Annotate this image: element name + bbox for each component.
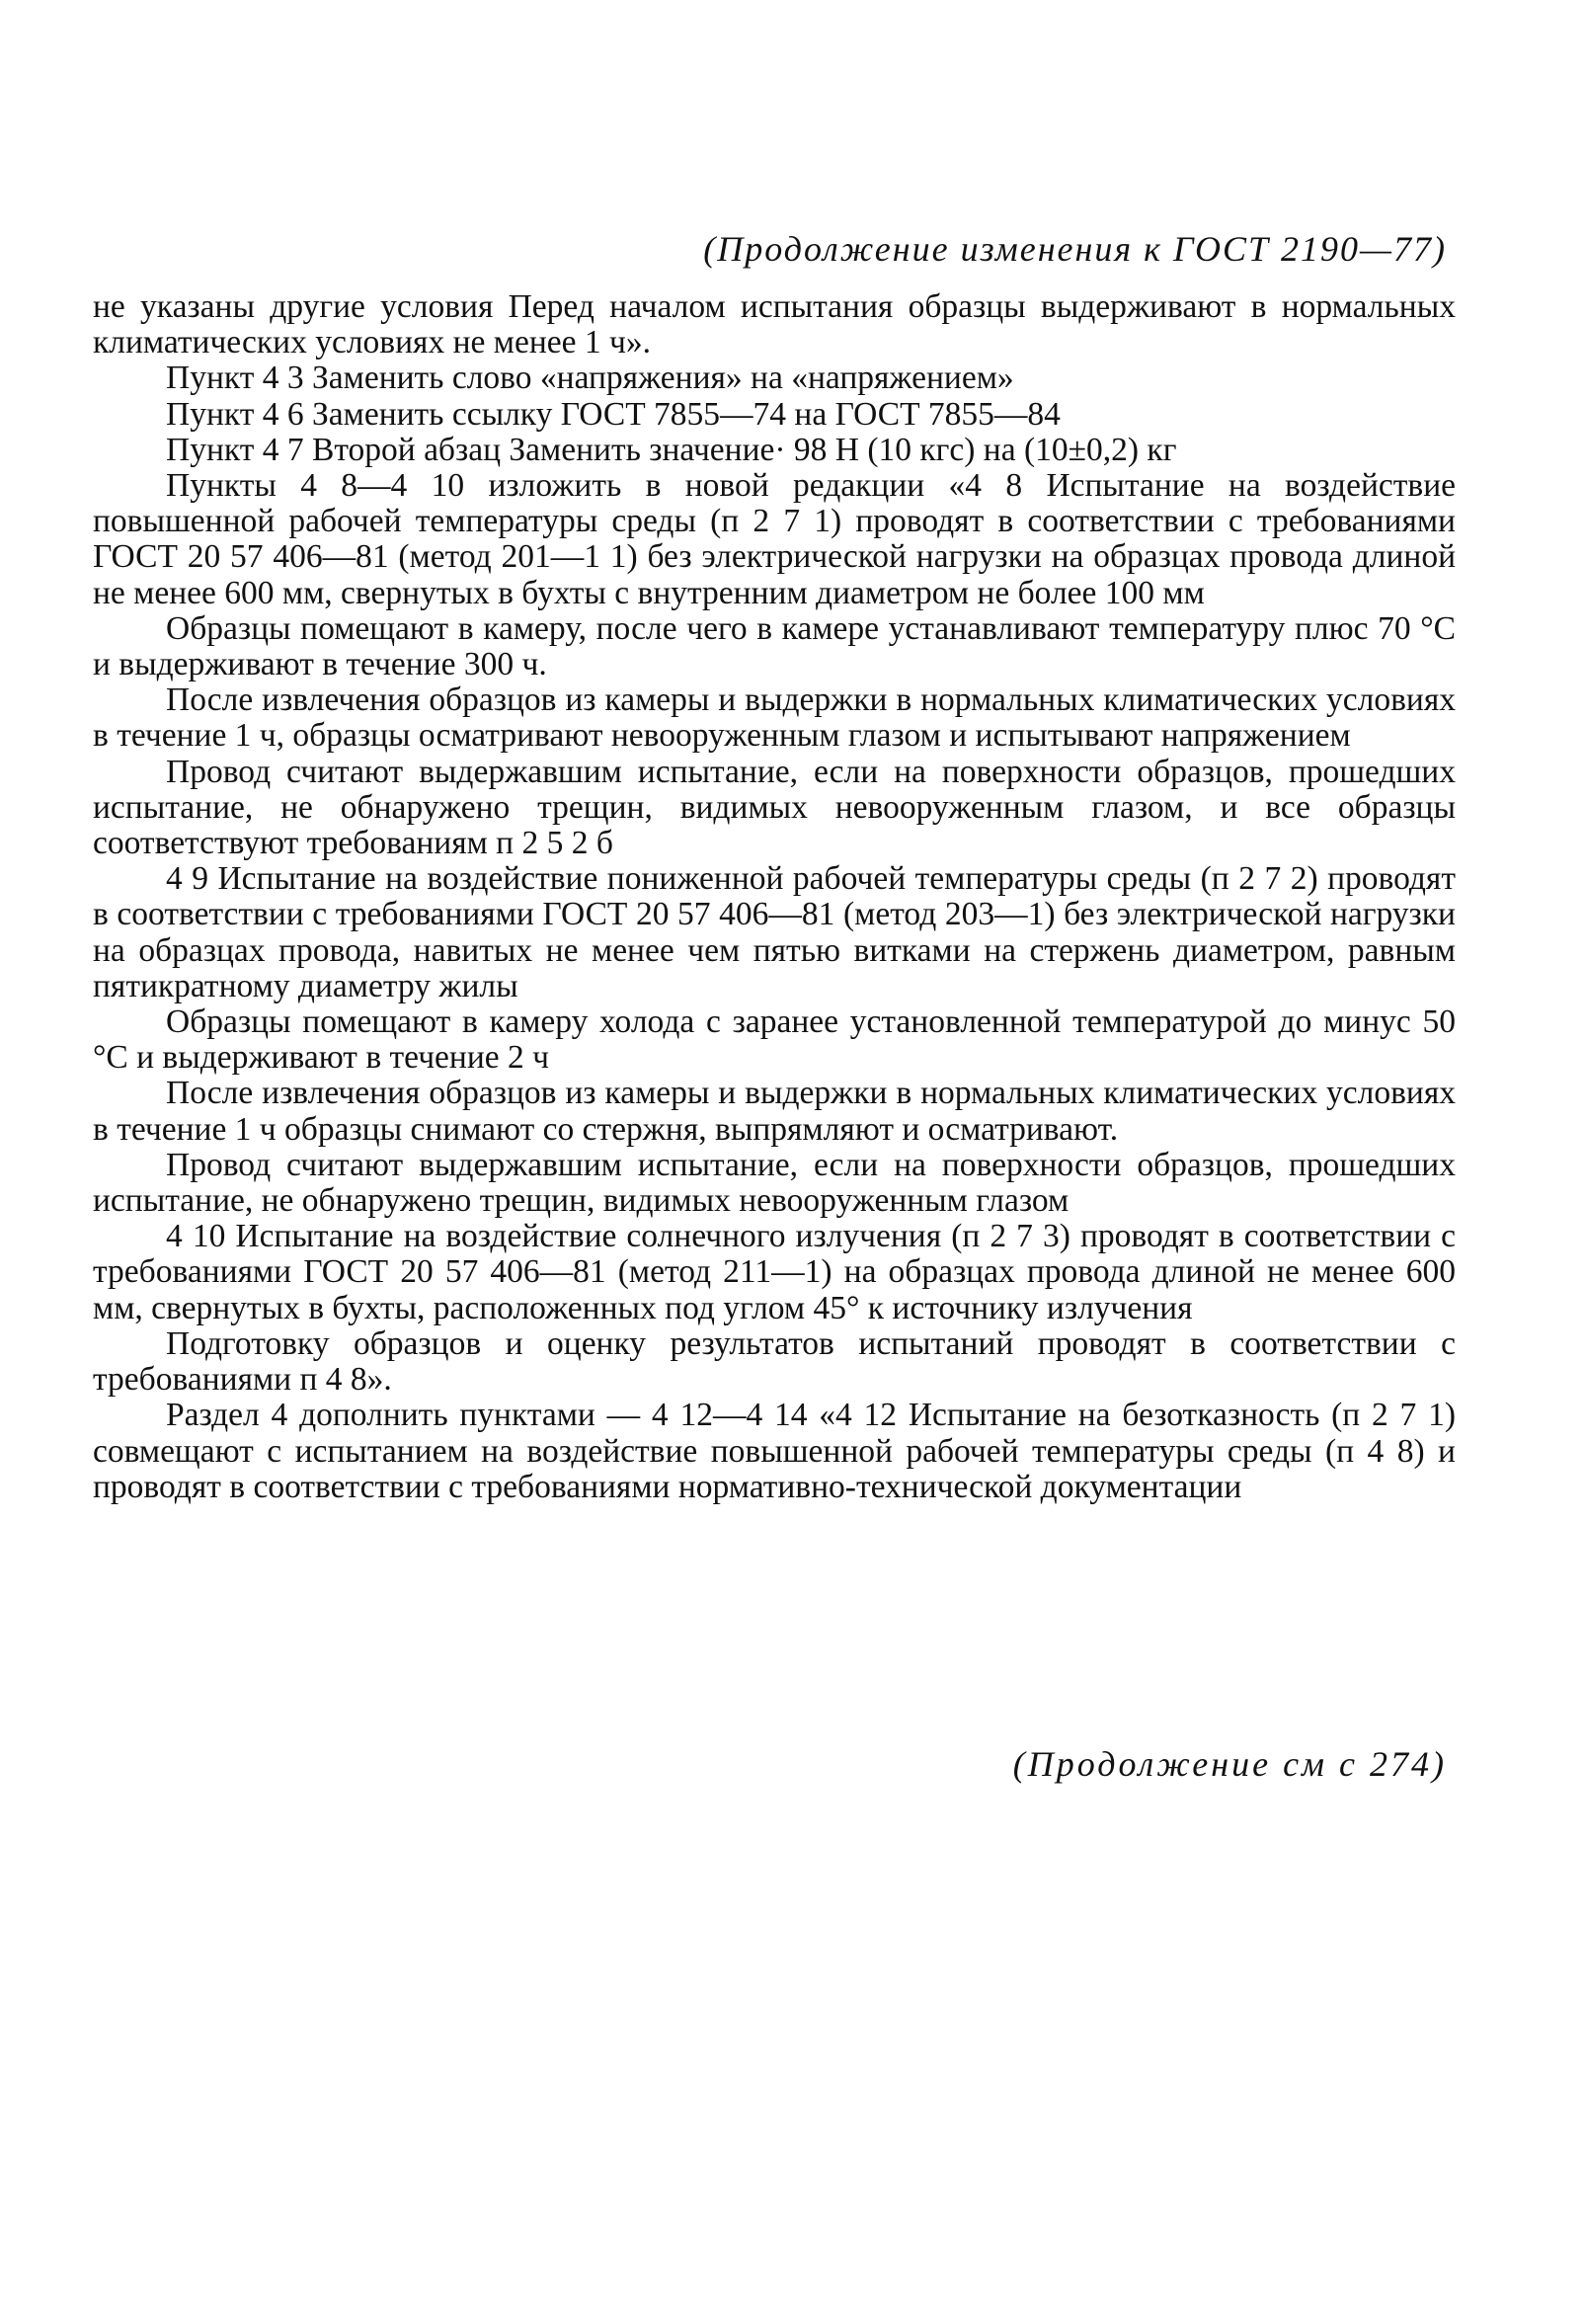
paragraph-after-extraction-cold: После извлечения образцов из камеры и выдержки в нормальных климатических условиях в течение 1 ч образцы снимают со стержня, выпрямляют и осматривают. bbox=[93, 1075, 1456, 1148]
paragraph-item-4-9: 4 9 Испытание на воздействие пониженной рабочей температуры среды (п 2 7 2) проводят в соответствии с требованиями ГОСТ 20 57 406—81 (метод 203—1) без электрической нагрузки на образцах провода, навитых не менее чем пятью витками на стержень диаметром, равным пятикратному диаметру жилы bbox=[93, 860, 1456, 1004]
paragraph-passed-heat: Провод считают выдержавшим испытание, если на поверхности образцов, прошедших испытание, не обнаружено трещин, видимых невооруженным глазом, и все образцы соответствуют требованиям п 2 5 2 б bbox=[93, 753, 1456, 862]
page-header: (Продолжение изменения к ГОСТ 2190—77) bbox=[703, 229, 1447, 269]
paragraph-item-4-6: Пункт 4 6 Заменить ссылку ГОСТ 7855—74 на ГОСТ 7855—84 bbox=[166, 395, 1061, 433]
paragraph-section-4-addition: Раздел 4 дополнить пунктами — 4 12—4 14 «4 12 Испытание на безотказность (п 2 7 1) совмещают с испытанием на воздействие повышенной рабочей температуры среды (п 4 8) и проводят в соответствии с требованиями нормативно-технической документации bbox=[93, 1397, 1456, 1505]
document-body bbox=[93, 289, 1456, 1505]
paragraph-item-4-3: Пункт 4 3 Заменить слово «напряжения» на «напряжением» bbox=[166, 360, 1014, 397]
paragraph-preparation: Подготовку образцов и оценку результатов испытаний проводят в соответствии с требованиями п 4 8». bbox=[93, 1324, 1456, 1399]
paragraph-items-4-8-4-10: Пункты 4 8—4 10 изложить в новой редакции «4 8 Испытание на воздействие повышенной рабочей температуры среды (п 2 7 1) проводят в соответствии с требованиями ГОСТ 20 57 406—81 (метод 201—1 1) без электрической нагрузки на образцах провода длиной не менее 600 мм, свернутых в бухты с внутренним диаметром не более 100 мм bbox=[93, 467, 1456, 611]
paragraph-passed-cold: Провод считают выдержавшим испытание, если на поверхности образцов, прошедших испытание, не обнаружено трещин, видимых невооруженным глазом bbox=[93, 1146, 1456, 1220]
paragraph-samples-chamber-heat: Образцы помещают в камеру, после чего в камере устанавливают температуру плюс 70 °С и выдерживают в течение 300 ч. bbox=[93, 609, 1456, 683]
paragraph-after-extraction-heat: После извлечения образцов из камеры и выдержки в нормальных климатических условиях в течение 1 ч, образцы осматривают невооруженным глазом и испытывают напряжением bbox=[93, 681, 1456, 755]
paragraph-item-4-7: Пункт 4 7 Второй абзац Заменить значение· 98 Н (10 кгс) на (10±0,2) кг bbox=[166, 431, 1177, 468]
paragraph-continuation: не указаны другие условия Перед началом испытания образцы выдерживают в нормальных климатических условиях не менее 1 ч». bbox=[93, 288, 1456, 361]
paragraph-item-4-10: 4 10 Испытание на воздействие солнечного излучения (п 2 7 3) проводят в соответствии с требованиями ГОСТ 20 57 406—81 (метод 211—1) на образцах провода длиной не менее 600 мм, свернутых в бухты, расположенных под углом 45° к источнику излучения bbox=[93, 1218, 1456, 1326]
page-footer: (Продолжение см с 274) bbox=[1012, 1744, 1447, 1784]
paragraph-samples-chamber-cold: Образцы помещают в камеру холода с заранее установленной температурой до минус 50 °С и выдерживают в течение 2 ч bbox=[93, 1003, 1456, 1077]
